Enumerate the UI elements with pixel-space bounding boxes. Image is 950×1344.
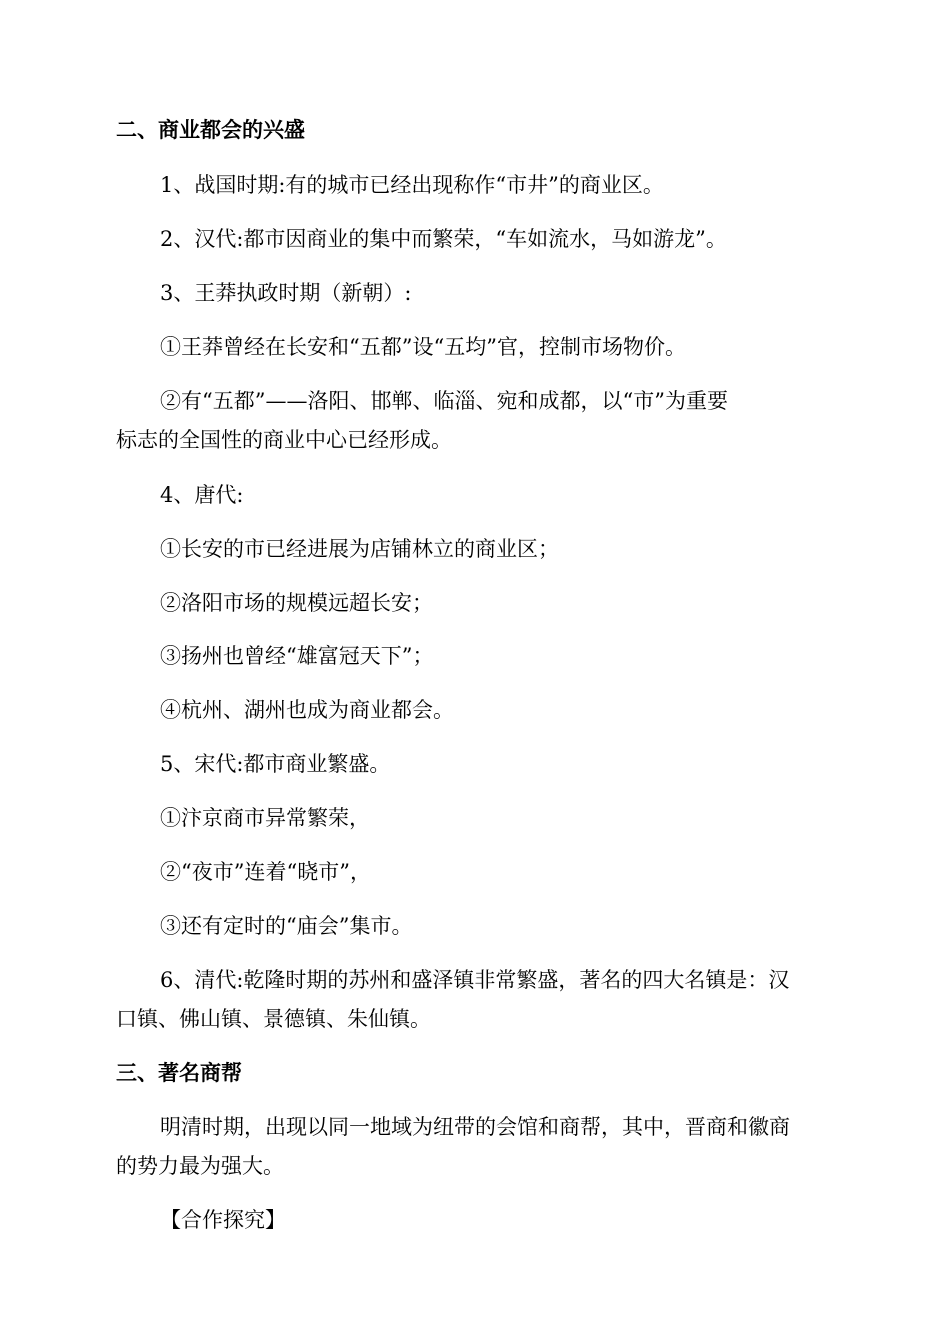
paragraph-line-1: 明清时期，出现以同一地域为纽带的会馆和商帮，其中，晋商和徽商 xyxy=(160,1115,790,1139)
paragraph-line-2: 的势力最为强大。 xyxy=(116,1154,284,1178)
item-3-sub-2-line-2: 标志的全国性的商业中心已经形成。 xyxy=(116,428,452,452)
item-1: 1、战国时期:有的城市已经出现称作“市井”的商业区。 xyxy=(160,173,664,197)
item-3-sub-2-line-1: ②有“五都”——洛阳、邯郸、临淄、宛和成都，以“市”为重要 xyxy=(160,389,728,413)
item-6-line-1: 6、清代:乾隆时期的苏州和盛泽镇非常繁盛，著名的四大名镇是：汉 xyxy=(160,968,790,992)
cooperation-heading: 【合作探究】 xyxy=(160,1208,286,1232)
item-4: 4、唐代: xyxy=(160,483,244,507)
item-5-sub-1: ①汴京商市异常繁荣， xyxy=(160,806,370,830)
item-5-sub-2: ②“夜市”连着“晓市”， xyxy=(160,860,371,884)
item-4-sub-4: ④杭州、湖州也成为商业都会。 xyxy=(160,698,454,722)
item-5: 5、宋代:都市商业繁盛。 xyxy=(160,752,391,776)
item-4-sub-3: ③扬州也曾经“雄富冠天下”； xyxy=(160,644,434,668)
item-6-line-2: 口镇、佛山镇、景德镇、朱仙镇。 xyxy=(116,1007,431,1031)
section3-heading: 三、著名商帮 xyxy=(116,1060,242,1085)
section2-heading: 二、商业都会的兴盛 xyxy=(116,117,305,142)
item-2: 2、汉代:都市因商业的集中而繁荣，“车如流水，马如游龙”。 xyxy=(160,227,727,251)
item-3-sub-1: ①王莽曾经在长安和“五都”设“五均”官，控制市场物价。 xyxy=(160,335,686,359)
item-4-sub-1: ①长安的市已经进展为店铺林立的商业区； xyxy=(160,537,559,561)
item-3: 3、王莽执政时期（新朝）: xyxy=(160,281,412,305)
item-5-sub-3: ③还有定时的“庙会”集市。 xyxy=(160,914,413,938)
item-4-sub-2: ②洛阳市场的规模远超长安； xyxy=(160,591,433,615)
